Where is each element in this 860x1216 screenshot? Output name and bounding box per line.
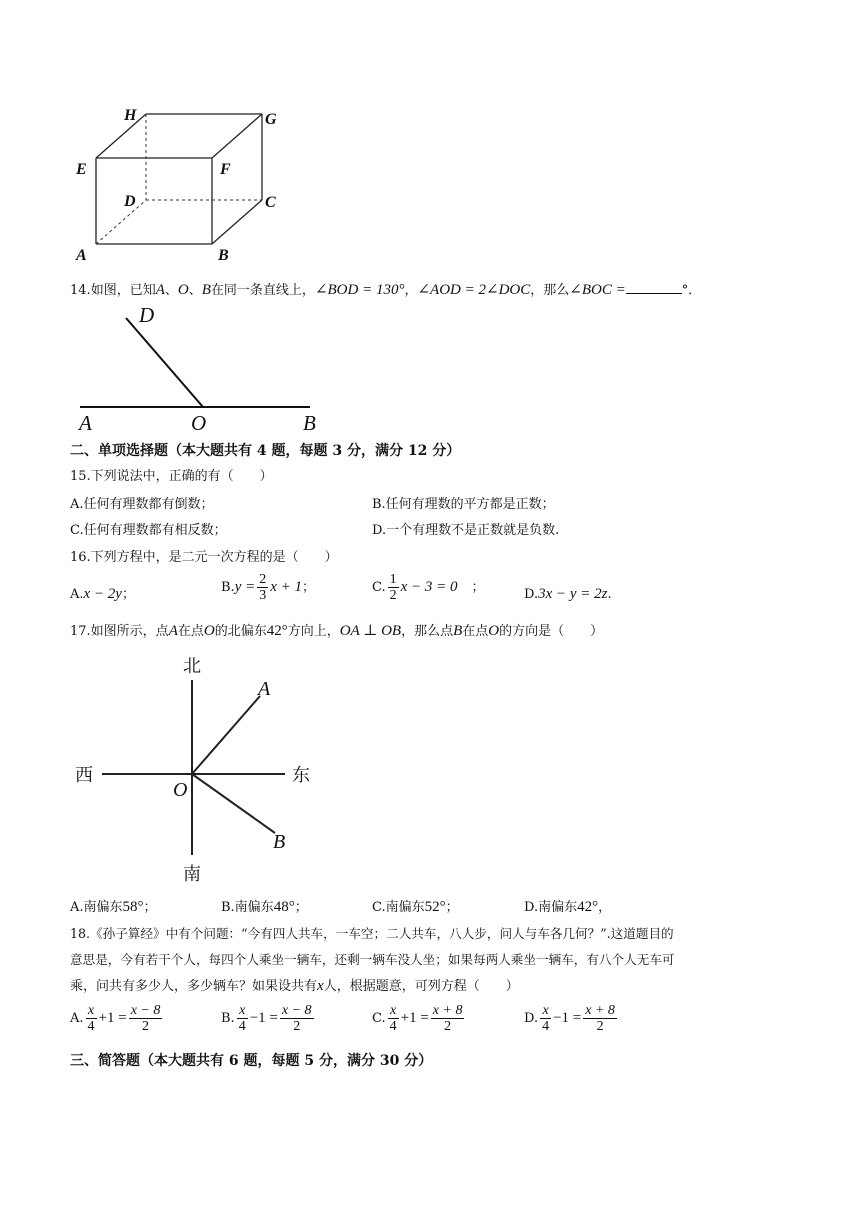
q18-a-label: A. bbox=[70, 1011, 84, 1026]
q17-point-o-2: O bbox=[488, 623, 500, 639]
q16-option-b[interactable] bbox=[221, 572, 315, 603]
q18-c-left-num: x bbox=[390, 1003, 397, 1018]
q18-c-op: +1 = bbox=[400, 1010, 429, 1026]
q18-a-right-frac bbox=[129, 1003, 163, 1034]
q17-point-a: A bbox=[168, 623, 178, 639]
q17-text-5: ，那么点 bbox=[401, 624, 454, 639]
q17-option-d[interactable] bbox=[524, 898, 611, 917]
q18-option-b[interactable] bbox=[221, 1003, 316, 1034]
q16-c-num: 1 bbox=[389, 572, 397, 587]
q17-d-pre: D.南偏东 bbox=[524, 900, 578, 915]
q18-c-right-den: 2 bbox=[444, 1019, 452, 1034]
cube-label-e: E bbox=[76, 161, 87, 178]
q16-d-label: D. bbox=[524, 587, 539, 602]
q17-c-post: ； bbox=[445, 900, 459, 915]
q18-variable-x: x bbox=[317, 978, 324, 994]
q18-c-right-frac bbox=[431, 1003, 465, 1034]
q17-label-east: 东 bbox=[292, 765, 310, 785]
q17-degree: 42° bbox=[266, 623, 288, 639]
q16-d-expr: 3x − y = 2z bbox=[538, 586, 608, 602]
q17-point-o: O bbox=[203, 623, 215, 639]
q18-d-right-num: x + 8 bbox=[585, 1003, 615, 1018]
q17-option-c[interactable] bbox=[372, 898, 459, 917]
q18-d-left-num: x bbox=[542, 1003, 549, 1018]
question-14 bbox=[70, 280, 701, 300]
q14-tail: °． bbox=[681, 283, 702, 298]
q17-option-a[interactable] bbox=[70, 898, 157, 917]
q18-line-1: 18.《孙子算经》中有个问题：“今有四人共车，一车空；二人共车，八人步，问人与车各几何？”.这道题目的 bbox=[70, 926, 674, 941]
q18-line-3-pre: 乘，问共有多少人，多少辆车？如果设共有 bbox=[70, 979, 318, 994]
q18-b-right-frac bbox=[280, 1003, 314, 1034]
q17-option-b[interactable] bbox=[221, 898, 308, 917]
q18-line-2: 意思是，今有若干个人，每四个人乘坐一辆车，还剩一辆车没人坐；如果每两人乘坐一辆车，有八个人无车可 bbox=[70, 952, 675, 967]
q14-fig-label-a: A bbox=[79, 411, 92, 435]
q16-c-post: x − 3 = 0 bbox=[400, 579, 458, 595]
section-3-heading: 三、简答题（本大题共有 6 题，每题 5 分，满分 30 分） bbox=[70, 1053, 433, 1069]
q14-point-b: B bbox=[201, 282, 211, 298]
q17-text-1: 17.如图所示，点 bbox=[70, 624, 169, 639]
q18-option-a[interactable] bbox=[70, 1003, 164, 1034]
cube-label-c: C bbox=[265, 194, 276, 211]
q18-a-left-num: x bbox=[87, 1003, 95, 1018]
q14-text-1: 如图，已知 bbox=[90, 283, 156, 298]
q18-line-3 bbox=[70, 977, 519, 996]
q14-fig-label-d: D bbox=[139, 303, 155, 327]
q16-option-c[interactable] bbox=[372, 572, 485, 603]
q16-c-den: 2 bbox=[389, 588, 397, 603]
q17-b-post: ； bbox=[294, 900, 308, 915]
cube-label-d: D bbox=[124, 193, 136, 210]
q17-b-pre: B.南偏东 bbox=[221, 900, 274, 915]
q18-b-label: B. bbox=[221, 1011, 235, 1026]
q18-d-right-frac bbox=[583, 1003, 617, 1034]
q15-stem: 15.下列说法中，正确的有（ ） bbox=[70, 469, 273, 484]
q17-label-west: 西 bbox=[75, 765, 93, 785]
q18-b-left-frac bbox=[237, 1003, 248, 1034]
q18-option-c[interactable] bbox=[372, 1003, 466, 1034]
q18-d-left-frac bbox=[540, 1003, 551, 1034]
q16-b-den: 3 bbox=[259, 588, 267, 603]
q18-b-left-num: x bbox=[239, 1003, 246, 1018]
q18-c-label: C. bbox=[372, 1011, 386, 1026]
q18-c-left-frac bbox=[388, 1003, 399, 1034]
q18-b-left-den: 4 bbox=[238, 1019, 246, 1034]
q18-b-right-num: x − 8 bbox=[281, 1003, 312, 1018]
q15-option-a[interactable]: A.任何有理数都有倒数； bbox=[70, 497, 214, 512]
q18-c-right-num: x + 8 bbox=[432, 1003, 463, 1018]
q18-d-label: D. bbox=[524, 1011, 539, 1026]
q14-comma: ， bbox=[404, 283, 418, 298]
q18-c-left-den: 4 bbox=[389, 1019, 397, 1034]
q14-equation-2: ∠AOD = 2∠DOC bbox=[417, 282, 531, 298]
q18-a-right-num: x − 8 bbox=[130, 1003, 161, 1018]
q14-sep-1: 、 bbox=[164, 283, 178, 298]
q16-b-post: x + 1 bbox=[270, 579, 302, 595]
q17-point-b: B bbox=[453, 623, 463, 639]
q17-a-val: 58° bbox=[122, 899, 144, 915]
q18-a-left-frac bbox=[86, 1003, 97, 1034]
q14-sep-2: 、 bbox=[188, 283, 202, 298]
q16-c-tail: ； bbox=[471, 580, 485, 595]
cube-label-b: B bbox=[218, 247, 229, 264]
q18-a-left-den: 4 bbox=[87, 1019, 95, 1034]
q16-c-label: C. bbox=[372, 580, 386, 595]
q17-c-val: 52° bbox=[424, 899, 446, 915]
q14-equation-1: ∠BOD = 130° bbox=[314, 282, 405, 298]
q16-b-num: 2 bbox=[259, 572, 267, 587]
q16-option-d[interactable] bbox=[524, 585, 612, 604]
q17-text-3: 的北偏东 bbox=[214, 624, 267, 639]
q14-point-a: A bbox=[155, 282, 165, 298]
q16-a-tail: ； bbox=[121, 587, 135, 602]
cube-label-h: H bbox=[124, 107, 137, 124]
q16-b-fraction bbox=[257, 572, 268, 603]
q17-label-o: O bbox=[173, 779, 188, 801]
q15-option-b[interactable]: B.任何有理数的平方都是正数； bbox=[372, 497, 555, 512]
q18-d-left-den: 4 bbox=[542, 1019, 550, 1034]
q16-b-label: B. bbox=[221, 580, 235, 595]
q17-label-a: A bbox=[258, 678, 271, 700]
q14-equation-3: ∠BOC = bbox=[569, 282, 626, 298]
q16-a-label: A. bbox=[70, 587, 84, 602]
q17-label-south: 南 bbox=[183, 864, 201, 884]
q15-option-c[interactable]: C.任何有理数都有相反数； bbox=[70, 523, 227, 538]
section-2-heading: 二、单项选择题（本大题共有 4 题，每题 3 分，满分 12 分） bbox=[70, 443, 461, 459]
q14-fig-label-o: O bbox=[191, 411, 207, 435]
q16-stem: 16.下列方程中，是二元一次方程的是（ ） bbox=[70, 550, 338, 565]
q18-b-right-den: 2 bbox=[293, 1019, 301, 1034]
q17-c-pre: C.南偏东 bbox=[372, 900, 425, 915]
q17-label-north: 北 bbox=[183, 656, 201, 676]
q14-figure bbox=[70, 300, 340, 435]
q17-text-2: 在点 bbox=[177, 624, 204, 639]
q17-perp: OA ⊥ OB bbox=[339, 623, 402, 639]
q14-fig-label-b: B bbox=[303, 411, 316, 435]
q17-d-val: 42° bbox=[577, 899, 599, 915]
q16-a-expr: x − 2y bbox=[83, 586, 122, 602]
q16-b-tail: ； bbox=[302, 580, 316, 595]
q17-compass-figure bbox=[70, 650, 350, 890]
cube-label-a: A bbox=[76, 247, 87, 264]
q17-b-val: 48° bbox=[273, 899, 295, 915]
cube-label-g: G bbox=[265, 111, 277, 128]
q18-d-right-den: 2 bbox=[596, 1019, 604, 1034]
q16-c-fraction bbox=[388, 572, 399, 603]
q16-option-a[interactable] bbox=[70, 585, 135, 604]
q17-text-6: 在点 bbox=[462, 624, 489, 639]
q15-option-d[interactable]: D.一个有理数不是正数就是负数. bbox=[372, 523, 560, 538]
cube-label-f: F bbox=[220, 161, 231, 178]
q17-d-post: ， bbox=[598, 900, 612, 915]
q17-text-7: 的方向是（ ） bbox=[499, 624, 604, 639]
q17-label-b: B bbox=[273, 831, 286, 853]
q14-answer-blank[interactable] bbox=[626, 280, 682, 294]
q17-a-pre: A.南偏东 bbox=[70, 900, 123, 915]
q14-number: 14. bbox=[70, 283, 91, 298]
q18-d-op: −1 = bbox=[553, 1010, 582, 1026]
cube-figure bbox=[70, 100, 290, 270]
q18-a-right-den: 2 bbox=[142, 1019, 150, 1034]
q17-a-post: ； bbox=[143, 900, 157, 915]
q18-a-op: +1 = bbox=[98, 1010, 127, 1026]
q16-b-pre: y = bbox=[234, 579, 256, 595]
q14-point-o: O bbox=[177, 282, 189, 298]
q18-option-d[interactable] bbox=[524, 1003, 619, 1034]
q17-text-4: 方向上， bbox=[287, 624, 340, 639]
q16-d-tail: . bbox=[607, 587, 612, 602]
q18-b-op: −1 = bbox=[249, 1010, 278, 1026]
q14-text-2: 在同一条直线上， bbox=[210, 283, 315, 298]
q14-text-3: ，那么 bbox=[530, 283, 570, 298]
q18-line-3-post: 人，根据题意，可列方程（ ） bbox=[323, 979, 519, 994]
q17-stem bbox=[70, 622, 603, 641]
